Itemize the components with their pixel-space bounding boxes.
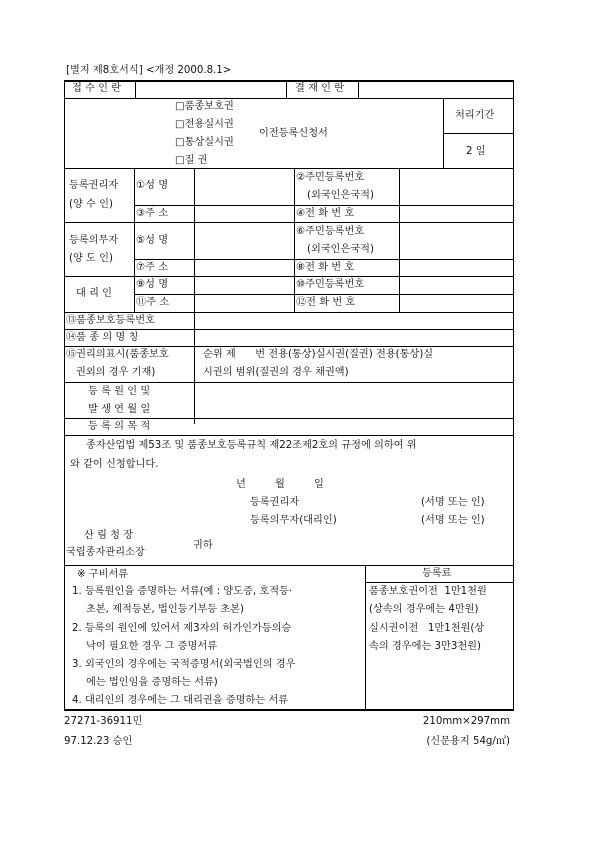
frame-bottom-line [64,709,514,711]
fee-line: 품종보호권이전 1만1천원 [369,586,487,597]
option-nonexclusive-license: □통상실시권 [175,137,234,148]
option-variety-protection: □품종보호권 [175,101,234,112]
document-item: 초본, 제적등본, 법인등기부등 초본) [86,604,244,615]
document-item: 2. 등록의 원인에 있어서 제3자의 허가인가등의승 [72,623,292,634]
agent-phone-label: ⑫전 화 번 호 [296,297,356,308]
obligor-sign-label: 등록의무자(대리인) [250,515,337,526]
obligor-sublabel: (양 도 인) [69,253,113,264]
line [194,168,195,312]
obligor-phone-label: ⑧전 화 번 호 [296,262,355,273]
obligor-label: 등록의무자 [69,235,119,246]
obligor-regno-label: ⑥주민등록번호 [296,226,365,237]
fee-line: 실시권이전 1만1천원(상 [369,623,485,634]
rights-desc-sublabel: 권외의 경우 기재) [76,367,156,378]
line [365,582,514,583]
obligor-signature: (서명 또는 인) [421,515,485,526]
line [64,168,514,169]
line [134,294,514,295]
line [134,259,514,260]
obligor-address-label: ⑦주 소 [136,262,169,273]
application-date: 년 월 일 [236,479,324,490]
line [64,276,514,277]
holder-signature: (서명 또는 인) [421,497,485,508]
form-code: 27271-36911민 [64,716,143,727]
addressee-seed-office: 국립종자관리소장 [66,547,145,558]
line [399,168,400,312]
statement-line2: 와 같이 신청합니다. [70,459,159,470]
purpose-label: 등 록 의 목 적 [88,421,151,432]
line [294,168,295,312]
rights-holder-address-label: ③주 소 [136,208,169,219]
document-item: 에는 법인임을 증명하는 서류) [86,677,218,688]
gwiha: 귀하 [193,540,213,551]
fee-header: 등록료 [422,568,452,579]
frame-left-line [64,80,65,710]
addressee-forest-service: 산 림 청 장 [84,530,134,541]
receipt-column-label: 접 수 인 란 [72,83,122,94]
line [64,329,514,330]
rights-content-line2: 시권의 범위(질권의 경우 채권액) [203,367,349,378]
fee-line: (상속의 경우에는 4만원) [369,604,479,615]
frame-top-line [64,80,514,82]
option-exclusive-license: □전용실시권 [175,119,234,130]
rights-desc-label: ⑮권리의표시(품종보호 [66,349,169,360]
line [64,346,514,347]
line [64,312,514,313]
obligor-name-label: ⑤성 명 [136,235,169,246]
form-title: 이전등록신청서 [259,128,328,139]
option-pledge: □질 권 [175,155,208,166]
cause-date-label: 발 생 연 월 일 [88,404,151,415]
line [134,205,514,206]
statement-line1: 종자산업법 제53조 및 품종보호등록규칙 제22조제2호의 규정에 의하여 위 [86,440,417,451]
line [64,222,514,223]
line [64,382,514,383]
holder-sign-label: 등록권리자 [250,497,300,508]
agent-address-label: ⑪주 소 [136,297,170,308]
form-number: [별지 제8호서식] <개정 2000.8.1> [66,65,232,76]
rights-holder-sublabel: (양 수 인) [69,199,113,210]
line [64,565,514,566]
line [358,80,359,98]
agent-name-label: ⑨성 명 [136,279,169,290]
rights-holder-regno-note: (외국인은국적) [307,190,374,201]
paper-size: 210mm×297mm [422,716,510,727]
line [64,98,514,99]
document-item: 3. 외국인의 경우에는 국적증명서(외국법인의 경우 [72,659,296,670]
processing-period-label: 처리기간 [455,110,495,121]
cause-label: 등 록 원 인 및 [88,386,151,397]
processing-period-value: 2 일 [466,146,486,157]
approval-column-label: 결 재 인 란 [295,83,345,94]
rights-content-line1: 순위 제 번 전용(통상)실시권(질권) 전용(통상)실 [203,349,434,360]
line [134,168,135,312]
approval-date: 97.12.23 승인 [64,736,133,747]
document-item: 4. 대리인의 경우에는 그 대리권을 증명하는 서류 [72,695,289,706]
rights-holder-regno-label: ②주민등록번호 [296,172,365,183]
frame-right-line [513,80,514,710]
line [135,80,136,98]
variety-name-label: ⑭품 종 의 명 칭 [66,332,139,343]
obligor-regno-note: (외국인은국적) [307,244,374,255]
line [64,435,514,436]
agent-regno-label: ⑩주민등록번호 [296,279,365,290]
document-item: 낙이 필요한 경우 그 증명서류 [86,641,218,652]
variety-reg-no-label: ⑬품종보호등록번호 [66,315,155,326]
line [365,565,366,710]
documents-header: ※ 구비서류 [77,569,129,580]
agent-label: 대 리 인 [76,288,112,299]
paper-type: (신문용지 54g/㎡) [426,736,510,747]
fee-line: 속의 경우에는 3만3천원) [369,641,481,652]
line [64,418,514,419]
rights-holder-label: 등록권리자 [69,180,119,191]
line [286,80,287,98]
line [443,133,513,134]
document-item: 1. 등록원인을 증명하는 서류(예 : 양도증, 호적등· [72,586,293,597]
rights-holder-name-label: ①성 명 [136,180,169,191]
rights-holder-phone-label: ④전 화 번 호 [296,208,355,219]
